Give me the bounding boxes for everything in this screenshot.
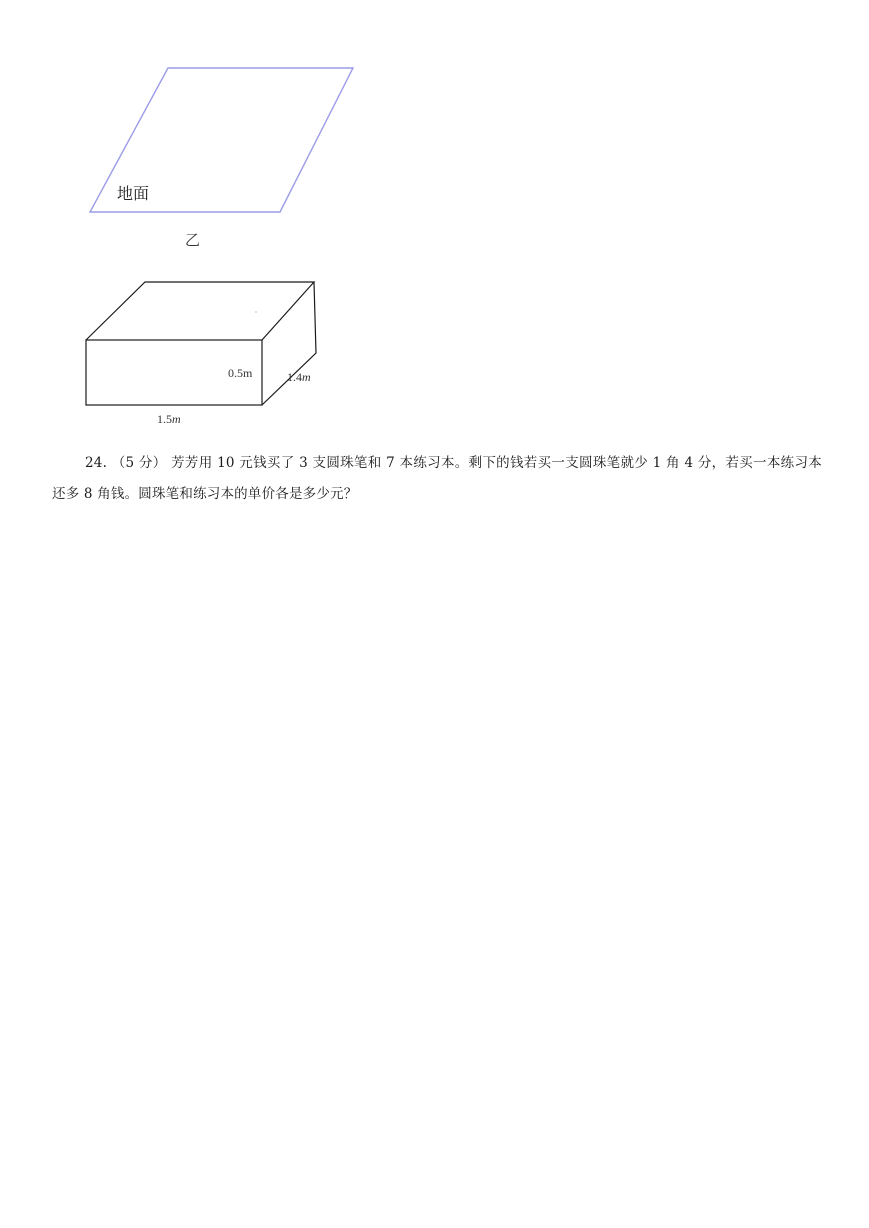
figure-caption: 乙	[185, 231, 201, 249]
box-depth-number: 1.4	[287, 370, 302, 384]
question-number: 24.	[85, 455, 108, 471]
ground-label: 地面	[117, 184, 150, 203]
stray-dot	[255, 311, 256, 312]
box-height-label: 0.5m	[228, 366, 253, 380]
question-score: （5 分）	[111, 455, 167, 471]
box-depth-label	[287, 370, 311, 384]
box-side-face	[262, 282, 316, 405]
question-text: 芳芳用 10 元钱买了 3 支圆珠笔和 7 本练习本。剩下的钱若买一支圆珠笔就少 1 角 4 分，若买一本练习本还多 8 角钱。圆珠笔和练习本的单价各是多少元？	[52, 455, 822, 502]
rectangular-box	[86, 282, 316, 405]
question-24	[52, 448, 822, 510]
figures-svg	[0, 0, 869, 440]
box-width-label	[157, 412, 181, 426]
box-width-number: 1.5	[157, 412, 172, 426]
box-top-face	[86, 282, 314, 340]
geometry-figures	[0, 0, 869, 440]
box-depth-unit: m	[302, 370, 311, 384]
box-width-unit: m	[172, 412, 181, 426]
